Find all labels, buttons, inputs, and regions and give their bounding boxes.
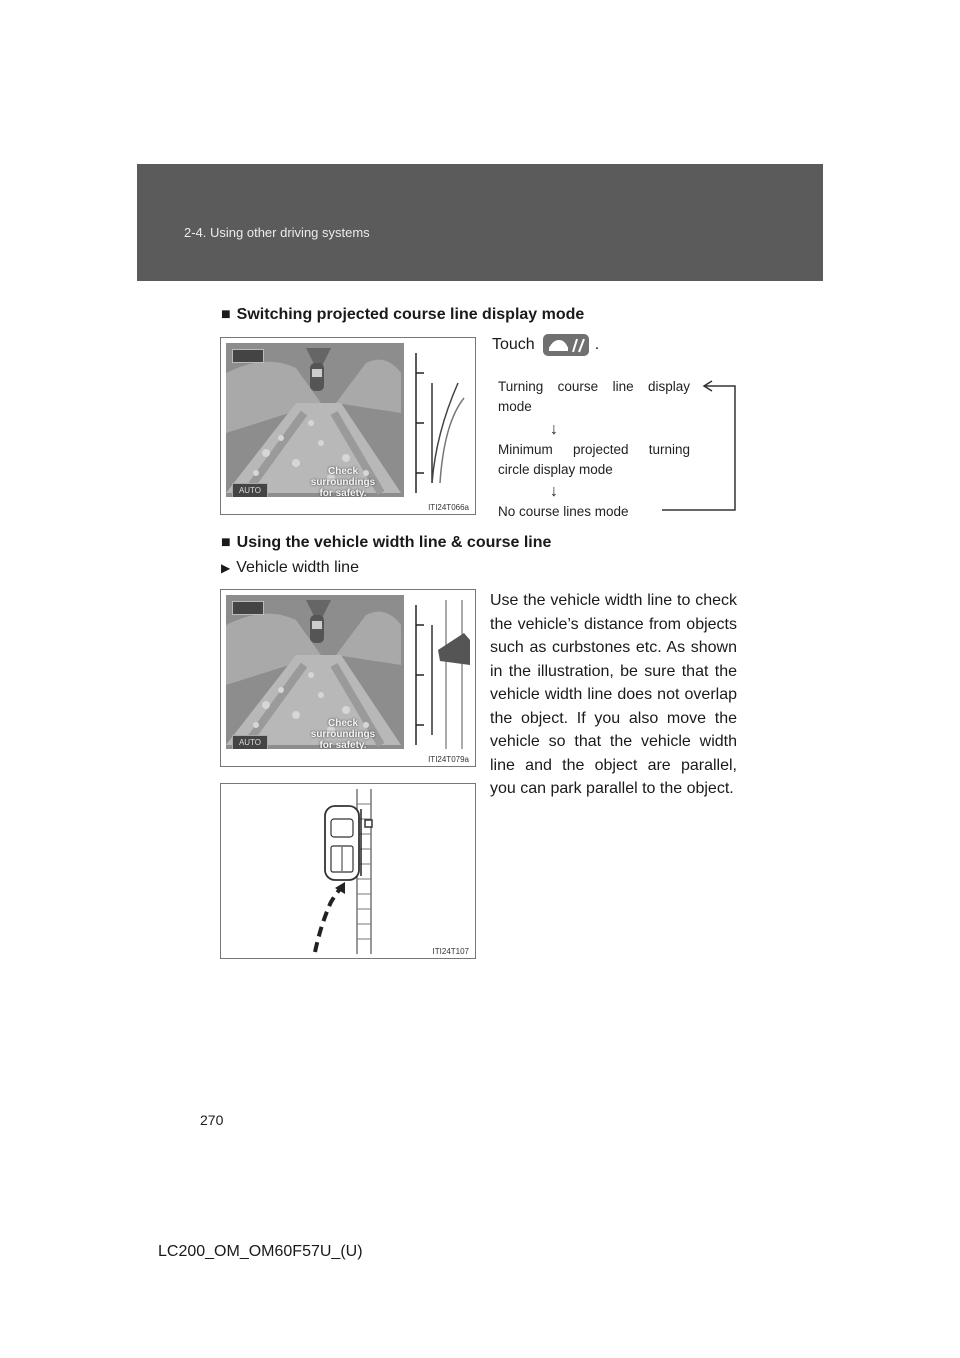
heading-switching-mode <box>221 306 584 324</box>
auto-badge: AUTO <box>232 735 268 749</box>
subitem-vehicle-width-line <box>221 559 359 577</box>
section-title: 2-4. Using other driving systems <box>184 225 370 240</box>
touch-suffix: . <box>594 336 600 353</box>
auto-badge: AUTO <box>232 483 268 497</box>
square-bullet-icon: ■ <box>221 306 231 323</box>
figure-code-3: ITI24T107 <box>432 947 469 956</box>
loop-back-arrow-icon <box>655 378 745 518</box>
arrow-down-icon: ↓ <box>550 421 558 438</box>
mode-turning-course: Turning course line display mode <box>498 379 690 414</box>
camera-figure-1 <box>220 337 476 515</box>
heading-text: Using the vehicle width line & course line <box>236 534 552 551</box>
triangle-bullet-icon: ▶ <box>221 561 231 575</box>
screen-mode-icon <box>232 601 264 615</box>
figure-code-2: ITI24T079a <box>428 755 469 764</box>
safety-message-line2: for safety. <box>319 740 367 749</box>
safety-message-line1: Check surroundings <box>310 466 376 488</box>
safety-message-line2: for safety. <box>319 488 367 497</box>
arrow-down-icon: ↓ <box>550 483 558 500</box>
header-band <box>137 164 823 281</box>
page-number: 270 <box>200 1112 224 1128</box>
touch-instruction <box>492 334 599 356</box>
heading-vehicle-width <box>221 534 551 552</box>
mode-minimum-turning: Minimum projected turning circle display mode <box>498 442 690 477</box>
parking-diagram <box>221 784 475 958</box>
safety-message-line1: Check surroundings <box>310 718 376 740</box>
vehicle-width-description: Use the vehicle width line to check the vehicle’s distance from objects such as curbstones etc. As shown in the illustration, be sure that the vehicle width line does not overlap the object. If you also move the vehicle so that the vehicle width line and the object are parallel, you can park parallel to the object. <box>490 592 737 797</box>
square-bullet-icon: ■ <box>221 534 231 551</box>
parking-figure <box>220 783 476 959</box>
camera-screen-1 <box>226 343 470 497</box>
safety-message-2 <box>298 718 388 749</box>
footer-code: LC200_OM_OM60F57U_(U) <box>158 1243 363 1260</box>
touch-prefix: Touch <box>492 336 535 353</box>
camera-screen-2 <box>226 595 470 749</box>
screen-mode-icon <box>232 349 264 363</box>
course-line-mode-button-icon <box>543 334 589 356</box>
heading-text: Switching projected course line display mode <box>236 306 585 323</box>
mode-no-course-lines: No course lines mode <box>498 504 629 519</box>
camera-figure-2 <box>220 589 476 767</box>
figure-code-1: ITI24T066a <box>428 503 469 512</box>
safety-message-1 <box>298 466 388 497</box>
subitem-text: Vehicle width line <box>236 559 359 576</box>
